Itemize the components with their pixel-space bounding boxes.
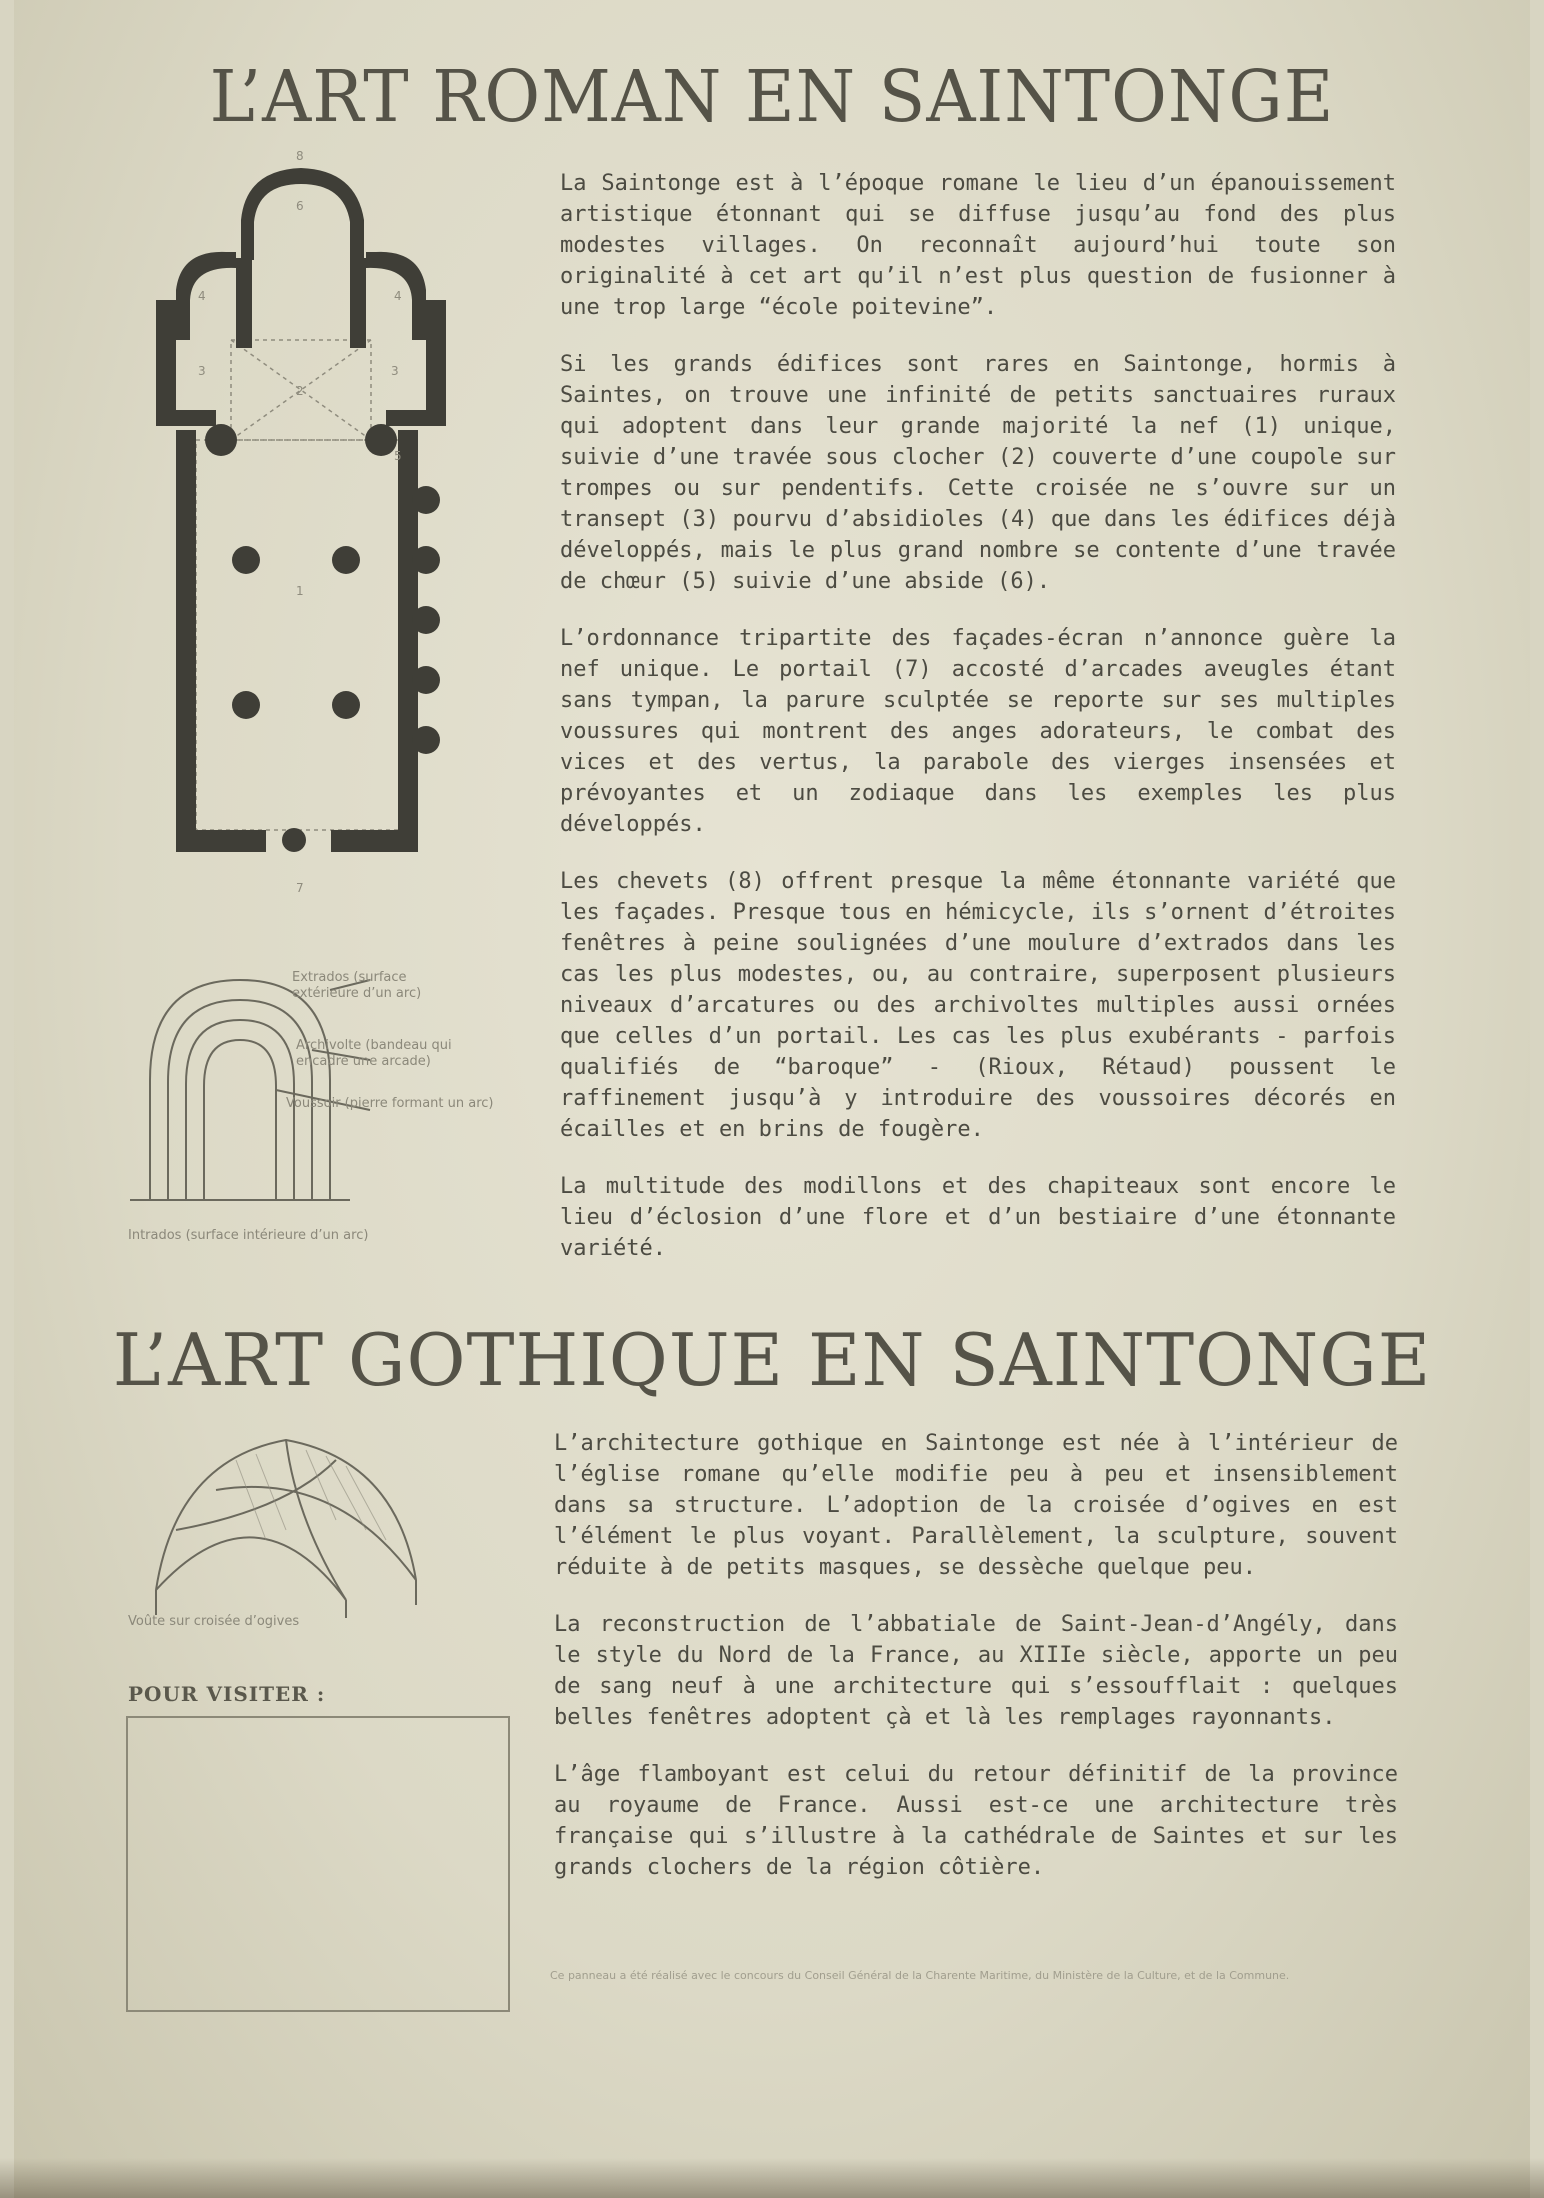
svg-text:5: 5 [394, 449, 402, 463]
gothic-paragraph: L’âge flamboyant est celui du retour définitif de la province au royaume de France. Aussi est-ce une architecture très française qui s’illustre à la cathédrale de Saintes et sur les grands clochers de la région côtière. [554, 1762, 1398, 1880]
roman-paragraph: La Saintonge est à l’époque romane le lieu d’un épanouissement artistique étonnant qui se diffuse jusqu’au fond des plus modestes villages. On reconnaît aujourd’hui toute son originalité à cet art qu’il n’est plus question de fusionner à une trop large “école poitevine”. [560, 171, 1396, 320]
caption-archivolte: Archivolte (bandeau qui encadre une arcade) [296, 1038, 452, 1069]
roman-paragraph: Les chevets (8) offrent presque la même étonnante variété que les façades. Presque tous en hémicycle, ils s’ornent d’étroites fenêtres à peine soulignées d’une moulure d’extrados dans les cas les plus modestes, ou, au contraire, superposent plusieurs niveaux d’arcatures ou des archivoltes multiples aussi ornées que celles d’un portail. Les cas les plus exubérants - parfois qualifiés de “baroque” - (Rioux, Rétaud) poussent le raffinement jusqu’à y introduire des voussoires décorés en écailles et en brins de fougère. [560, 869, 1396, 1142]
visit-label: POUR VISITER : [128, 1682, 326, 1706]
svg-text:7: 7 [296, 881, 304, 895]
roman-text-block [560, 168, 1396, 1290]
gothic-text-block [554, 1428, 1398, 1909]
caption-extrados: Extrados (surface extérieure d’un arc) [292, 970, 422, 1001]
roman-paragraph: Si les grands édifices sont rares en Saintonge, hormis à Saintes, on trouve une infinité de petits sanctuaires ruraux qui adoptent dans leur grande majorité la nef (1) unique, suivie d’une travée sous clocher (2) couverte d’une coupole sur trompes ou sur pendentifs. Cette croisée ne s’ouvre sur un transept (3) pourvu d’absidioles (4) que dans les édifices déjà développés, mais le plus grand nombre se contente d’une travée de chœur (5) suivie d’une abside (6). [560, 352, 1396, 594]
roman-paragraph: La multitude des modillons et des chapiteaux sont encore le lieu d’éclosion d’une flore et d’un bestiaire d’une étonnante variété. [560, 1174, 1396, 1261]
svg-text:4: 4 [198, 289, 206, 303]
visit-box [126, 1716, 510, 2012]
gothic-paragraph: L’architecture gothique en Saintonge est née à l’intérieur de l’église romane qu’elle modifie peu à peu et insensiblement dans sa structure. L’adoption de la croisée d’ogives en est l’élément le plus voyant. Parallèlement, la sculpture, souvent réduite à de petits masques, se dessèche quelque peu. [554, 1431, 1398, 1580]
svg-text:6: 6 [296, 199, 304, 213]
svg-text:8: 8 [296, 149, 304, 163]
bottom-edge [0, 2158, 1544, 2198]
svg-text:2: 2 [296, 384, 304, 398]
svg-text:1: 1 [296, 584, 304, 598]
church-plan-drawing [136, 140, 536, 900]
caption-vault: Voûte sur croisée d’ogives [128, 1614, 300, 1629]
roman-paragraph: L’ordonnance tripartite des façades-écran n’annonce guère la nef unique. Le portail (7) accosté d’arcades aveugles étant sans tympan, la parure sculptée se reporte sur ses multiples voussures qui montrent des anges adorateurs, le combat des vices et des vertus, la parabole des vierges insensées et prévoyantes et un zodiaque dans les exemples les plus développés. [560, 626, 1396, 837]
svg-text:3: 3 [198, 364, 206, 378]
svg-text:3: 3 [391, 364, 399, 378]
title-roman-art: L’ART ROMAN EN SAINTONGE [209, 56, 1335, 139]
gothic-paragraph: La reconstruction de l’abbatiale de Saint-Jean-d’Angély, dans le style du Nord de la France, au XIIIe siècle, apporte un peu de sang neuf à une architecture qui s’essoufflait : quelques belles fenêtres adoptent çà et là les remplages rayonnants. [554, 1612, 1398, 1730]
rib-vault-drawing [136, 1420, 436, 1620]
credit-note: Ce panneau a été réalisé avec le concours du Conseil Général de la Charente Maritime, du Ministère de la Culture, et de la Commune. [550, 1969, 1290, 1982]
title-gothic-art: L’ART GOTHIQUE EN SAINTONGE [112, 1318, 1432, 1402]
svg-text:4: 4 [394, 289, 402, 303]
caption-intrados: Intrados (surface intérieure d’un arc) [128, 1228, 369, 1243]
caption-voussoir: Voussoir (pierre formant un arc) [286, 1096, 494, 1111]
